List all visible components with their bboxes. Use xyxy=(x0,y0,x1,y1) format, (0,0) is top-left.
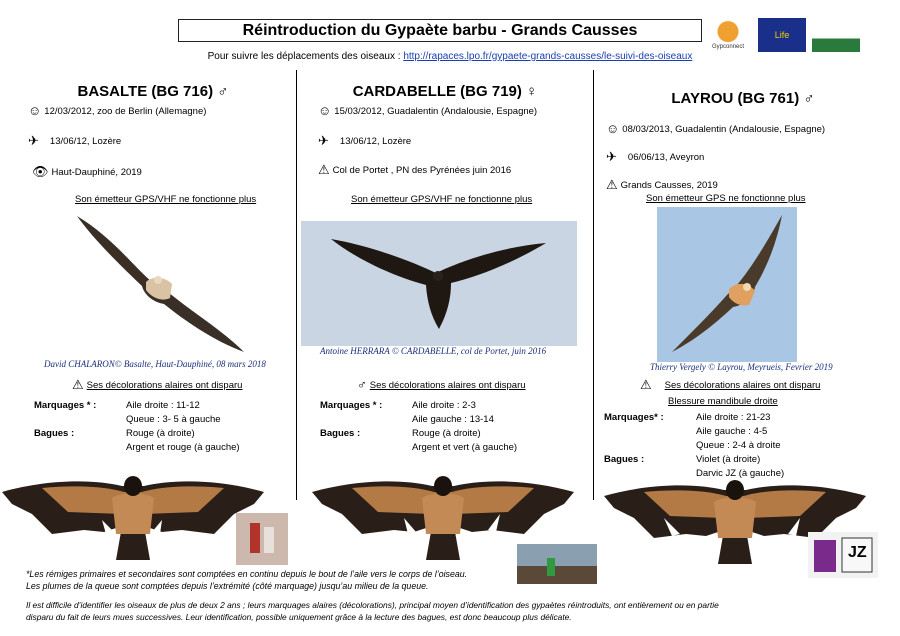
tracking-link[interactable]: http://rapaces.lpo.fr/gypaete-grands-causses/le-suivi-des-oiseaux xyxy=(403,51,693,62)
gypconnect-logo: Gypconnect xyxy=(704,18,752,52)
transmitter-status: Son émetteur GPS/VHF ne fonctionne plus xyxy=(75,194,257,205)
egg-icon: ☺ xyxy=(606,121,620,136)
wing-remark: ⚠ Ses décolorations alaires ont disparu xyxy=(640,377,821,392)
footnote: Les plumes de la queue sont comptées depuis l’extrémité (côté marquage) jusqu’au milieu de la queue. xyxy=(26,581,429,591)
last-seen-line: ⚠ Grands Causses, 2019 xyxy=(606,177,718,192)
bird-name: LAYROU (BG 761) ♂ xyxy=(671,90,815,107)
ring-code: JZ xyxy=(848,544,867,561)
wing-remark: ⚠ Ses décolorations alaires ont disparu xyxy=(72,377,243,392)
bird-card-basalte xyxy=(8,70,298,205)
photo-ring-cardabelle xyxy=(517,544,597,584)
photo-layrou xyxy=(657,207,797,362)
bird-flight-icon: ✈ xyxy=(28,133,39,148)
birth-line: ☺ 15/03/2012, Guadalentin (Andalousie, Espagne) xyxy=(318,103,538,118)
footnote: disparu du fait de leurs mues successives. Leur identification, possible uniquement grâce à la lecture des bagues, est donc beaucoup plus délicate. xyxy=(26,612,572,622)
photo-caption: Antoine HERRARA © CARDABELLE, col de Portet, juin 2016 xyxy=(320,346,547,356)
markings-table: Marquages * : Aile droite : 11-12 Queue : 3- 5 à gauche Bagues : Rouge (à droite) Argent et rouge (à gauche) xyxy=(34,400,240,453)
subtitle-text: Pour suivre les déplacements des oiseaux : xyxy=(207,51,404,62)
photo-caption: David CHALARON© Basalte, Haut-Dauphiné, 08 mars 2018 xyxy=(44,359,266,369)
natura2000-logo: NATURA 2000 xyxy=(812,18,860,52)
markings-table: Marquages * : Aile droite : 2-3 Aile gauche : 13-14 Bagues : Rouge (à droite) Argent et vert (à gauche) xyxy=(320,400,518,453)
bird-flight-icon: ✈ xyxy=(318,133,329,148)
column-divider xyxy=(593,70,594,500)
photo-caption: Thierry Vergely © Layrou, Meyrueis, Fevrier 2019 xyxy=(650,362,833,372)
wing-diagram-basalte xyxy=(2,474,264,564)
release-line: ✈ 13/06/12, Lozère xyxy=(28,133,122,148)
photo-basalte xyxy=(72,212,252,360)
photo-cardabelle xyxy=(301,221,577,346)
photo-ring-layrou xyxy=(808,532,878,578)
warning-icon: ⚠ xyxy=(318,162,330,177)
male-symbol-icon: ♂ xyxy=(357,377,367,392)
column-divider xyxy=(296,70,297,500)
life-logo: Life xyxy=(758,18,806,52)
bird-card-layrou xyxy=(598,70,888,204)
warning-icon: ⚠ xyxy=(606,177,618,192)
last-seen-line: ⚠ Col de Portet , PN des Pyrénées juin 2016 xyxy=(318,162,512,177)
bird-flight-icon: ✈ xyxy=(606,149,617,164)
warning-icon: ⚠ xyxy=(640,377,652,392)
bird-name: CARDABELLE (BG 719) ♀ xyxy=(352,83,538,100)
birth-line: ☺ 12/03/2012, zoo de Berlin (Allemagne) xyxy=(28,103,207,118)
bird-name: BASALTE (BG 716) ♂ xyxy=(77,83,229,100)
last-seen-line: 👁 Haut-Dauphiné, 2019 xyxy=(32,164,142,179)
logo-strip xyxy=(704,18,860,54)
footnote: Il est difficile d’identifier les oiseaux de plus de deux 2 ans ; leurs marquages alaires (décolorations), principal moyen d’identification des gypaètes réintroduits, ont entièrement ou en partie xyxy=(26,600,719,610)
page-title: Réintroduction du Gypaète barbu - Grands Causses xyxy=(178,19,702,42)
transmitter-status: Son émetteur GPS ne fonctionne plus xyxy=(646,193,806,204)
release-line: ✈ 13/06/12, Lozère xyxy=(318,133,412,148)
photo-ring-basalte xyxy=(236,513,288,565)
footnote: *Les rémiges primaires et secondaires sont comptées en continu depuis le bout de l’aile vers le corps de l’oiseau. xyxy=(26,569,468,579)
egg-icon: ☺ xyxy=(28,103,42,118)
release-line: ✈ 06/06/13, Aveyron xyxy=(606,149,705,164)
wing-remark: ♂ Ses décolorations alaires ont disparu xyxy=(357,377,526,392)
injury-remark: Blessure mandibule droite xyxy=(668,396,778,407)
transmitter-status: Son émetteur GPS/VHF ne fonctionne plus xyxy=(351,194,533,205)
bird-card-cardabelle xyxy=(300,70,590,205)
eye-icon: 👁 xyxy=(32,164,49,179)
warning-icon: ⚠ xyxy=(72,377,84,392)
birth-line: ☺ 08/03/2013, Guadalentin (Andalousie, Espagne) xyxy=(606,121,826,136)
egg-icon: ☺ xyxy=(318,103,332,118)
markings-table: Marquages* : Aile droite : 21-23 Aile gauche : 4-5 Queue : 2-4 à droite Bagues : Violet (à droite) Darvic JZ (à gauche) xyxy=(604,412,785,479)
